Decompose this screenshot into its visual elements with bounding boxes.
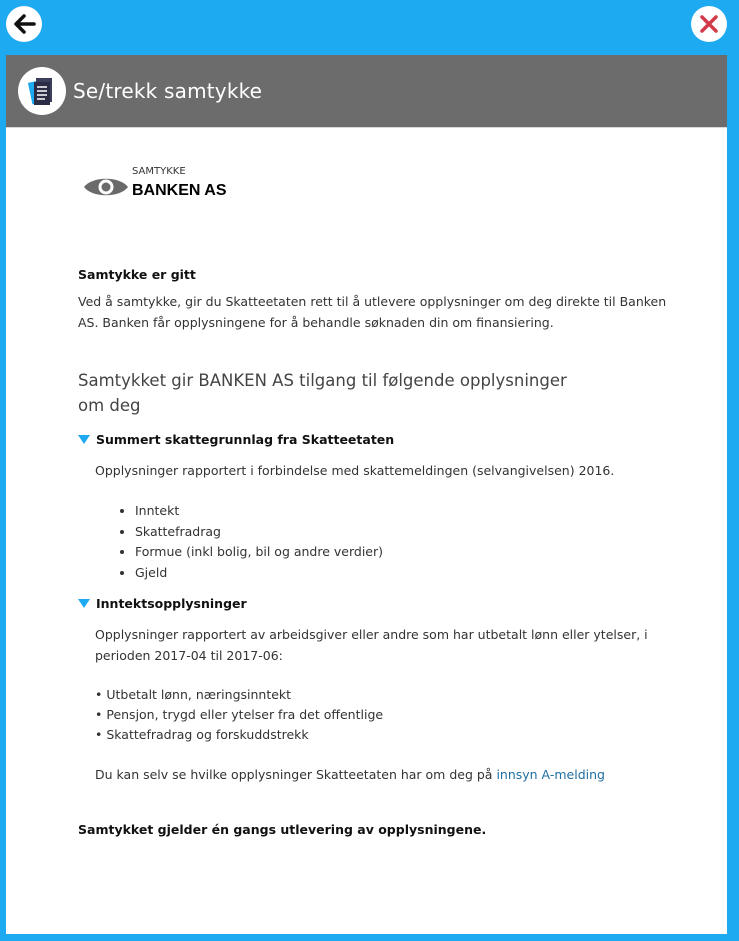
consent-label: SAMTYKKE xyxy=(132,166,186,177)
scope-heading-prefix: Samtykket gir xyxy=(78,371,199,390)
back-button[interactable] xyxy=(6,6,42,42)
list-item: • Skattefradrag xyxy=(135,522,383,543)
close-x-icon xyxy=(699,14,719,34)
scope-heading-suffix: tilgang til følgende opplysninger om deg xyxy=(78,371,567,415)
income-list xyxy=(95,685,383,745)
triangle-down-icon xyxy=(78,435,90,444)
list-item: • Utbetalt lønn, næringsinntekt xyxy=(95,687,292,702)
section-toggle-tax-basis[interactable] xyxy=(78,432,394,447)
header-icon-circle xyxy=(18,67,66,115)
bank-name: BANKEN AS xyxy=(132,182,227,199)
income-text: Opplysninger rapportert av arbeidsgiver eller andre som har utbetalt lønn eller ytelser, i perioden 2017-04 til 2017-06: xyxy=(95,627,648,663)
list-item: • Gjeld xyxy=(135,563,383,584)
triangle-down-icon xyxy=(78,599,90,608)
list-item: • Inntekt xyxy=(135,501,383,522)
section-toggle-income[interactable] xyxy=(78,596,247,611)
final-note: Samtykket gjelder én gangs utlevering av opplysningene. xyxy=(78,822,487,837)
consent-status-text: Ved å samtykke, gir du Skatteetaten rett til å utlevere opplysninger om deg direkte til Banken AS. Banken får opplysningene for å behandle søknaden din om finansiering. xyxy=(78,294,667,330)
consent-status-title: Samtykke er gitt xyxy=(78,267,196,282)
income-note-text: Du kan selv se hvilke opplysninger Skatteetaten har om deg på xyxy=(95,767,497,782)
section-title-tax-basis: Summert skattegrunnlag fra Skatteetaten xyxy=(96,432,395,447)
close-button[interactable] xyxy=(691,6,727,42)
list-item: • Pensjon, trygd eller ytelser fra det offentlige xyxy=(95,707,384,722)
eye-icon xyxy=(82,173,130,201)
consent-summary xyxy=(78,166,478,216)
list-item: • Skattefradrag og forskuddstrekk xyxy=(95,727,309,742)
arrow-left-icon xyxy=(12,13,36,35)
consent-dialog xyxy=(6,55,727,934)
dialog-title: Se/trekk samtykke xyxy=(73,79,263,103)
section-title-income: Inntektsopplysninger xyxy=(96,596,247,611)
document-icon xyxy=(27,75,57,107)
tax-basis-list xyxy=(118,501,383,583)
dialog-header xyxy=(6,55,727,128)
scope-heading-bank: BANKEN AS xyxy=(198,371,294,390)
list-item: • Formue (inkl bolig, bil og andre verdier) xyxy=(135,542,383,563)
scope-heading xyxy=(78,368,578,418)
tax-basis-text: Opplysninger rapportert i forbindelse med skattemeldingen (selvangivelsen) 2016. xyxy=(95,463,615,478)
income-note xyxy=(95,764,655,785)
innsyn-a-melding-link[interactable]: innsyn A-melding xyxy=(496,767,605,782)
